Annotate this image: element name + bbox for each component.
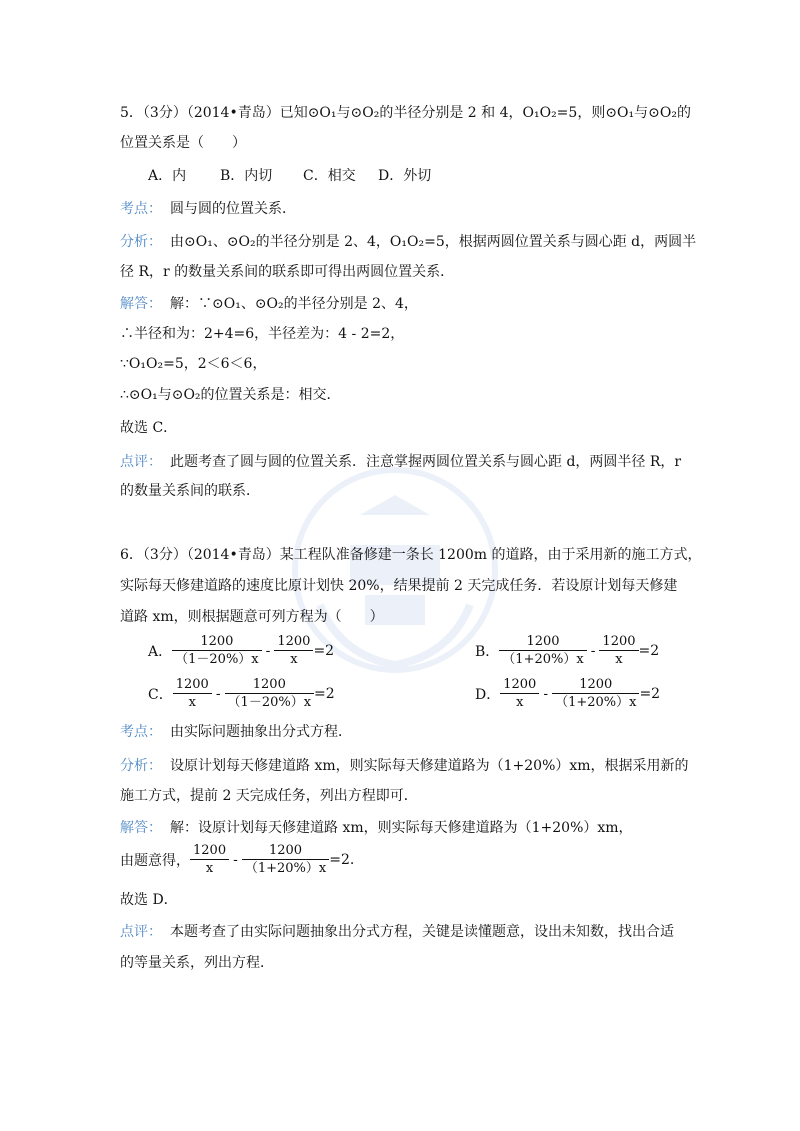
kaodian-text: 由实际问题抽象出分式方程． — [170, 724, 352, 740]
q6-kaodian — [120, 722, 352, 742]
q5-answer: 故选 C． — [120, 420, 178, 436]
q6-option-d: D． $\frac{1200}{x}$ - $\frac{1200}{(1+20\%)x}$ =2 — [475, 677, 661, 710]
dianping-label: 点评： — [120, 454, 162, 470]
option-d-label: D． — [475, 686, 501, 703]
fraction: $\frac{1200}{(1+20\%)x}$ — [499, 633, 586, 668]
kaodian-text: 圆与圆的位置关系． — [170, 201, 296, 217]
fraction: $\frac{1200}{x}$ — [190, 842, 229, 877]
jieda-text: 解：设原计划每天修建道路 xm，则实际每天修建道路为（1+20%）xm， — [170, 820, 633, 836]
q6-jieda-line1 — [120, 818, 633, 838]
q5-fenxi-line2: 径 R，r 的数量关系间的联系即可得出两圆位置关系． — [120, 264, 455, 280]
q5-kaodian — [120, 199, 296, 219]
option-c-label: C． — [148, 686, 173, 703]
fenxi-label: 分析： — [120, 234, 162, 250]
fraction: $\frac{1200}{x}$ — [274, 633, 313, 668]
q6-option-a: A． $\frac{1200}{(1-20\%)x}$ - $\frac{1200}{x}$ =2 — [148, 634, 335, 667]
kaodian-label: 考点： — [120, 724, 162, 740]
jieda-text: 解：∵⊙O₁、⊙O₂的半径分别是 2、4， — [170, 296, 418, 312]
q6-stem-line3: 道路 xm，则根据题意可列方程为（ ） — [120, 609, 384, 625]
q5-dianping-line2: 的数量关系间的联系． — [120, 483, 260, 499]
kaodian-label: 考点： — [120, 201, 162, 217]
q5-jieda-line4: ∴⊙O₁与⊙O₂的位置关系是：相交． — [120, 387, 341, 403]
dianping-text: 此题考查了圆与圆的位置关系．注意掌握两圆位置关系与圆心距 d，两圆半径 R，r — [170, 454, 682, 470]
q5-fenxi-line1 — [120, 232, 696, 252]
q6-jieda-equation: 由题意得， $\frac{1200}{x}$ - $\frac{1200}{(1+20\%)x}$ =2. — [120, 843, 355, 876]
q6-option-c: C． $\frac{1200}{x}$ - $\frac{1200}{(1-20\%)x}$ =2 — [148, 677, 335, 710]
q5-stem-line2: 位置关系是（ ） — [120, 135, 246, 151]
q5-stem-line1: 5．（3分）（2014•青岛）已知⊙O₁与⊙O₂的半径分别是 2 和 4，O₁O₂=5，则⊙O₁与⊙O₂的 — [120, 105, 691, 121]
fenxi-text: 设原计划每天修建道路 xm，则实际每天修建道路为（1+20%）xm，根据采用新的 — [170, 758, 689, 774]
dianping-text: 本题考查了由实际问题抽象出分式方程，关键是读懂题意，设出未知数，找出合适 — [170, 924, 674, 940]
fenxi-label: 分析： — [120, 758, 162, 774]
q6-fenxi-line2: 施工方式，提前 2 天完成任务，列出方程即可． — [120, 788, 418, 804]
q5-jieda-line3: ∵O₁O₂=5，2＜6＜6， — [120, 356, 267, 372]
q6-fenxi-line1 — [120, 756, 689, 776]
q5-option-d: D．外切 — [378, 168, 432, 184]
q6-stem-line2: 实际每天修建道路的速度比原计划快 20%，结果提前 2 天完成任务．若设原计划每天修建 — [120, 578, 678, 594]
q6-stem-line1: 6．（3分）（2014•青岛）某工程队准备修建一条长 1200m 的道路，由于采用新的施工方式， — [120, 547, 702, 563]
q6-option-b: B． $\frac{1200}{(1+20\%)x}$ - $\frac{1200}{x}$ =2 — [475, 634, 660, 667]
jieda-prefix: 由题意得， — [120, 852, 190, 869]
fraction: $\frac{1200}{x}$ — [599, 633, 638, 668]
fraction: $\frac{1200}{x}$ — [173, 676, 212, 711]
fraction: $\frac{1200}{(1+20\%)x}$ — [552, 676, 639, 711]
q5-jieda-line2: ∴半径和为：2+4=6，半径差为：4 - 2=2， — [120, 326, 405, 342]
q5-option-a: A．内 — [148, 168, 187, 184]
fraction: $\frac{1200}{x}$ — [500, 676, 539, 711]
q6-answer: 故选 D． — [120, 892, 178, 908]
option-b-label: B． — [475, 643, 500, 660]
fraction: $\frac{1200}{(1-20\%)x}$ — [172, 633, 262, 668]
q6-dianping-line2: 的等量关系，列出方程． — [120, 955, 274, 971]
fraction: $\frac{1200}{(1-20\%)x}$ — [225, 676, 315, 711]
q5-jieda-line1 — [120, 294, 418, 314]
dianping-label: 点评： — [120, 924, 162, 940]
q5-option-b: B．内切 — [220, 168, 273, 184]
jieda-label: 解答： — [120, 296, 162, 312]
fenxi-text: 由⊙O₁、⊙O₂的半径分别是 2、4，O₁O₂=5，根据两圆位置关系与圆心距 d，两圆半 — [170, 234, 697, 250]
q6-dianping-line1 — [120, 922, 674, 942]
q5-dianping-line1 — [120, 452, 681, 472]
option-a-label: A． — [148, 643, 173, 660]
q5-option-c: C．相交 — [303, 168, 356, 184]
jieda-label: 解答： — [120, 820, 162, 836]
fraction: $\frac{1200}{(1+20\%)x}$ — [242, 842, 329, 877]
